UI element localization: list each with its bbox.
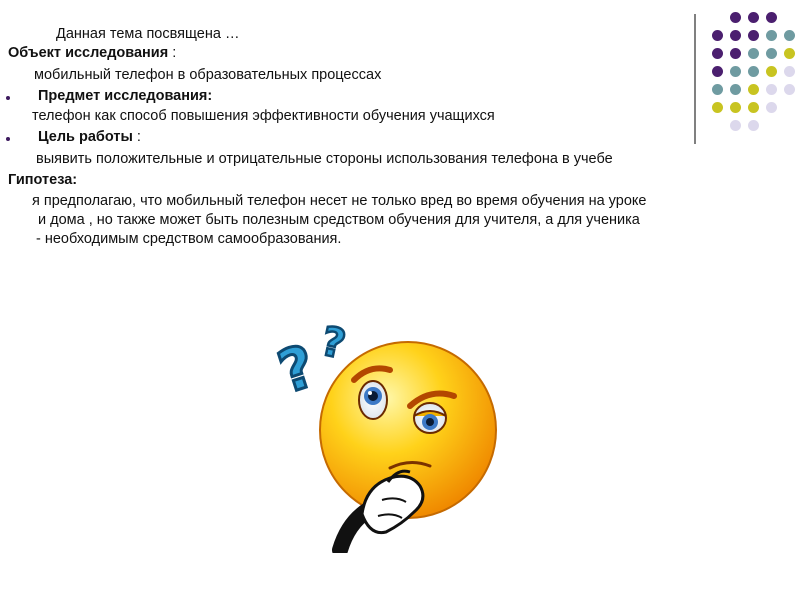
svg-text:?: ? bbox=[270, 331, 324, 407]
decorative-dot bbox=[784, 66, 795, 77]
decorative-dot bbox=[730, 30, 741, 41]
decorative-dot bbox=[730, 120, 741, 131]
decorative-dot bbox=[712, 48, 723, 59]
decorative-dot bbox=[730, 48, 741, 59]
decorative-dot bbox=[784, 84, 795, 95]
divider-line bbox=[694, 14, 696, 144]
object-text: мобильный телефон в образовательных процессах bbox=[34, 67, 382, 83]
goal-colon: : bbox=[132, 129, 141, 145]
decorative-dot bbox=[766, 84, 777, 95]
decorative-dot bbox=[766, 48, 777, 59]
subject-heading: Предмет исследования: bbox=[38, 88, 213, 104]
decorative-dot bbox=[730, 12, 741, 23]
bullet-icon bbox=[6, 96, 10, 100]
decorative-dot bbox=[748, 102, 759, 113]
decorative-dot bbox=[766, 12, 777, 23]
decorative-dot bbox=[748, 120, 759, 131]
hypothesis-line-2: и дома , но также может быть полезным средством обучения для учителя, а для ученика bbox=[38, 212, 640, 228]
goal-heading bbox=[38, 128, 141, 146]
decorative-dot bbox=[766, 102, 777, 113]
decorative-dot bbox=[784, 30, 795, 41]
intro-text: Данная тема посвящена … bbox=[56, 26, 240, 42]
object-heading bbox=[8, 44, 176, 62]
decorative-dot bbox=[766, 66, 777, 77]
decorative-dot bbox=[748, 84, 759, 95]
decorative-dot bbox=[748, 12, 759, 23]
decorative-dot bbox=[748, 48, 759, 59]
decorative-dot bbox=[730, 66, 741, 77]
object-label: Объект исследования bbox=[8, 45, 169, 61]
decorative-dot bbox=[712, 66, 723, 77]
object-colon: : bbox=[168, 45, 177, 61]
decorative-dot bbox=[784, 48, 795, 59]
decorative-dot bbox=[730, 84, 741, 95]
decorative-dot bbox=[712, 30, 723, 41]
svg-text:?: ? bbox=[317, 318, 350, 369]
decorative-dot bbox=[712, 84, 723, 95]
decorative-dot bbox=[766, 30, 777, 41]
hypothesis-heading: Гипотеза: bbox=[8, 172, 78, 188]
thinking-smiley-icon bbox=[270, 318, 520, 553]
bullet-icon bbox=[6, 137, 10, 141]
hypothesis-line-1: я предполагаю, что мобильный телефон несет не только вред во время обучения на уроке bbox=[32, 193, 647, 209]
decorative-dot bbox=[748, 30, 759, 41]
goal-text: выявить положительные и отрицательные стороны использования телефона в учебе bbox=[36, 151, 613, 167]
hypothesis-line-3: - необходимым средством самообразования. bbox=[36, 231, 342, 247]
goal-label: Цель работы bbox=[38, 129, 133, 145]
decorative-dot bbox=[730, 102, 741, 113]
decorative-dot bbox=[748, 66, 759, 77]
decorative-dot bbox=[712, 102, 723, 113]
subject-text: телефон как способ повышения эффективности обучения учащихся bbox=[32, 108, 495, 124]
